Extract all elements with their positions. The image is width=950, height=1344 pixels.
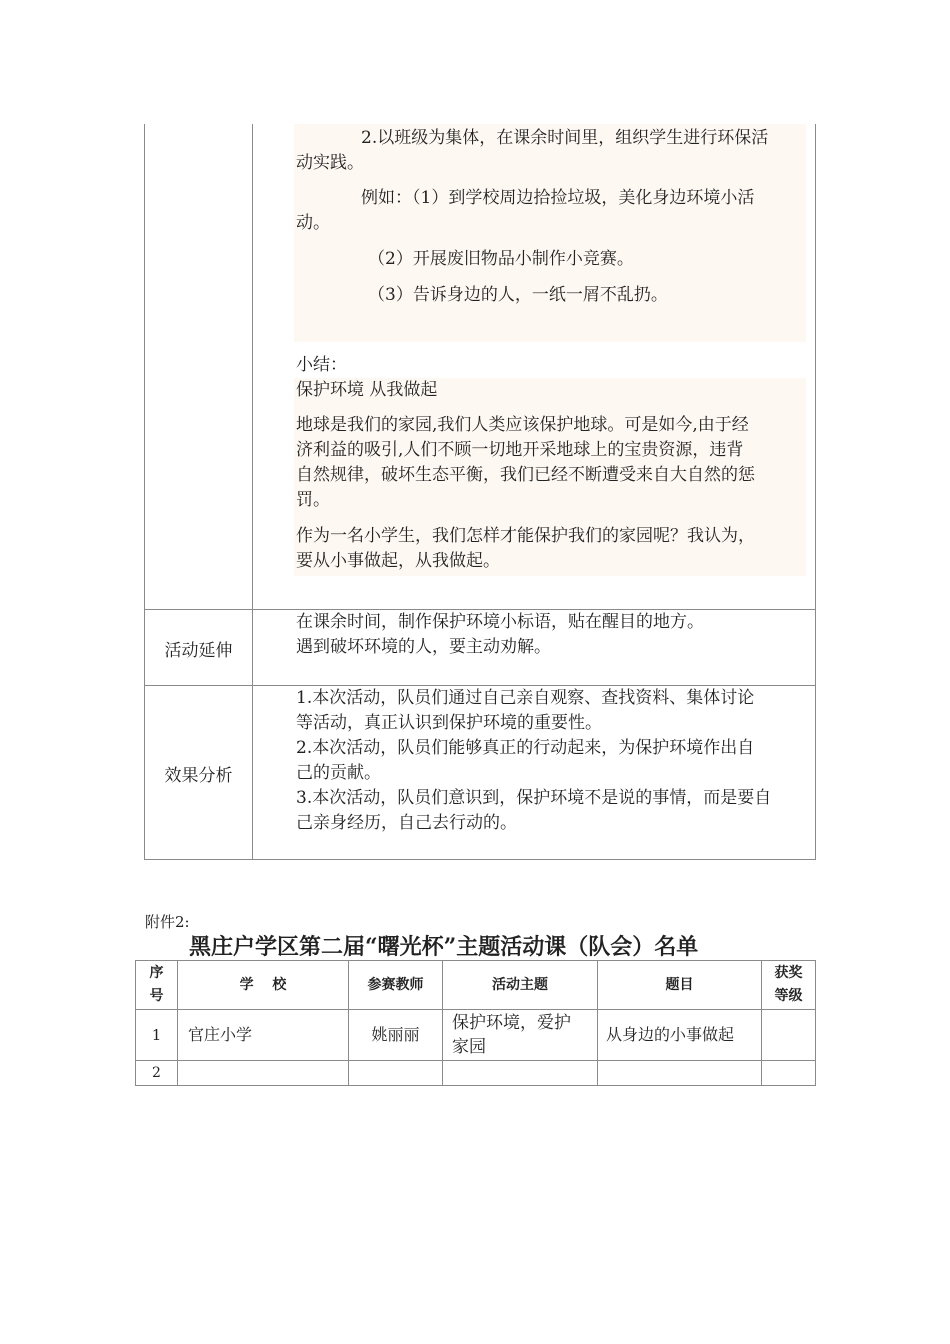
practice-line-6: （3）告诉身边的人，一纸一屑不乱扔。 — [368, 285, 668, 305]
analysis-line-1: 1.本次活动，队员们通过自己亲自观察、查找资料、集体讨论 — [296, 688, 755, 708]
row1-topic: 从身边的小事做起 — [606, 1025, 735, 1044]
row2-seq: 2 — [152, 1065, 161, 1081]
row1-teacher: 姚丽丽 — [371, 1025, 420, 1044]
summary-line-2: 济利益的吸引,人们不顾一切地开采地球上的宝贵资源，违背 — [296, 440, 744, 460]
row1-theme-2: 家园 — [452, 1037, 486, 1057]
row1-theme-1: 保护环境，爱护 — [452, 1013, 571, 1033]
summary-line-6: 要从小事做起，从我做起。 — [296, 551, 500, 571]
header-seq-1: 序 — [149, 965, 164, 981]
analysis-line-5: 3.本次活动，队员们意识到，保护环境不是说的事情，而是要自 — [296, 788, 772, 808]
header-seq-2: 号 — [149, 988, 164, 1004]
analysis-line-3: 2.本次活动，队员们能够真正的行动起来，为保护环境作出自 — [296, 738, 755, 758]
header-school: 学 校 — [239, 977, 287, 993]
summary-title: 保护环境 从我做起 — [296, 380, 438, 400]
attachment-title: 黑庄户学区第二届“曙光杯”主题活动课（队会）名单 — [189, 934, 699, 960]
row1-school: 官庄小学 — [188, 1025, 253, 1044]
attachment-label: 附件2: — [145, 913, 190, 931]
summary-line-3: 自然规律，破坏生态平衡，我们已经不断遭受来自大自然的惩 — [296, 465, 755, 485]
extension-line-1: 在课余时间，制作保护环境小标语，贴在醒目的地方。 — [296, 612, 704, 632]
practice-line-1: 2.以班级为集体，在课余时间里，组织学生进行环保活 — [361, 128, 769, 148]
summary-label: 小结： — [296, 355, 347, 375]
practice-line-5: （2）开展废旧物品小制作小竞赛。 — [368, 249, 634, 269]
extension-line-2: 遇到破坏环境的人，要主动劝解。 — [296, 637, 551, 657]
header-award-2: 等级 — [774, 988, 803, 1004]
extension-label: 活动延伸 — [164, 641, 233, 661]
summary-line-4: 罚。 — [296, 490, 330, 510]
header-teacher: 参赛教师 — [367, 977, 424, 993]
row1-seq: 1 — [151, 1026, 162, 1044]
analysis-line-2: 等活动，真正认识到保护环境的重要性。 — [296, 713, 602, 733]
practice-line-2: 动实践。 — [296, 153, 364, 173]
header-topic: 题目 — [665, 977, 694, 993]
summary-line-1: 地球是我们的家园,我们人类应该保护地球。可是如今,由于经 — [296, 415, 749, 435]
analysis-line-6: 己亲身经历，自己去行动的。 — [296, 813, 517, 833]
analysis-line-4: 己的贡献。 — [296, 763, 381, 783]
analysis-label: 效果分析 — [164, 766, 233, 786]
header-award-1: 获奖 — [774, 965, 803, 981]
header-theme: 活动主题 — [492, 977, 548, 993]
summary-line-5: 作为一名小学生，我们怎样才能保护我们的家园呢？我认为， — [296, 526, 755, 546]
practice-line-3: 例如：（1）到学校周边拾捡垃圾，美化身边环境小活 — [361, 188, 755, 208]
practice-line-4: 动。 — [296, 213, 330, 233]
